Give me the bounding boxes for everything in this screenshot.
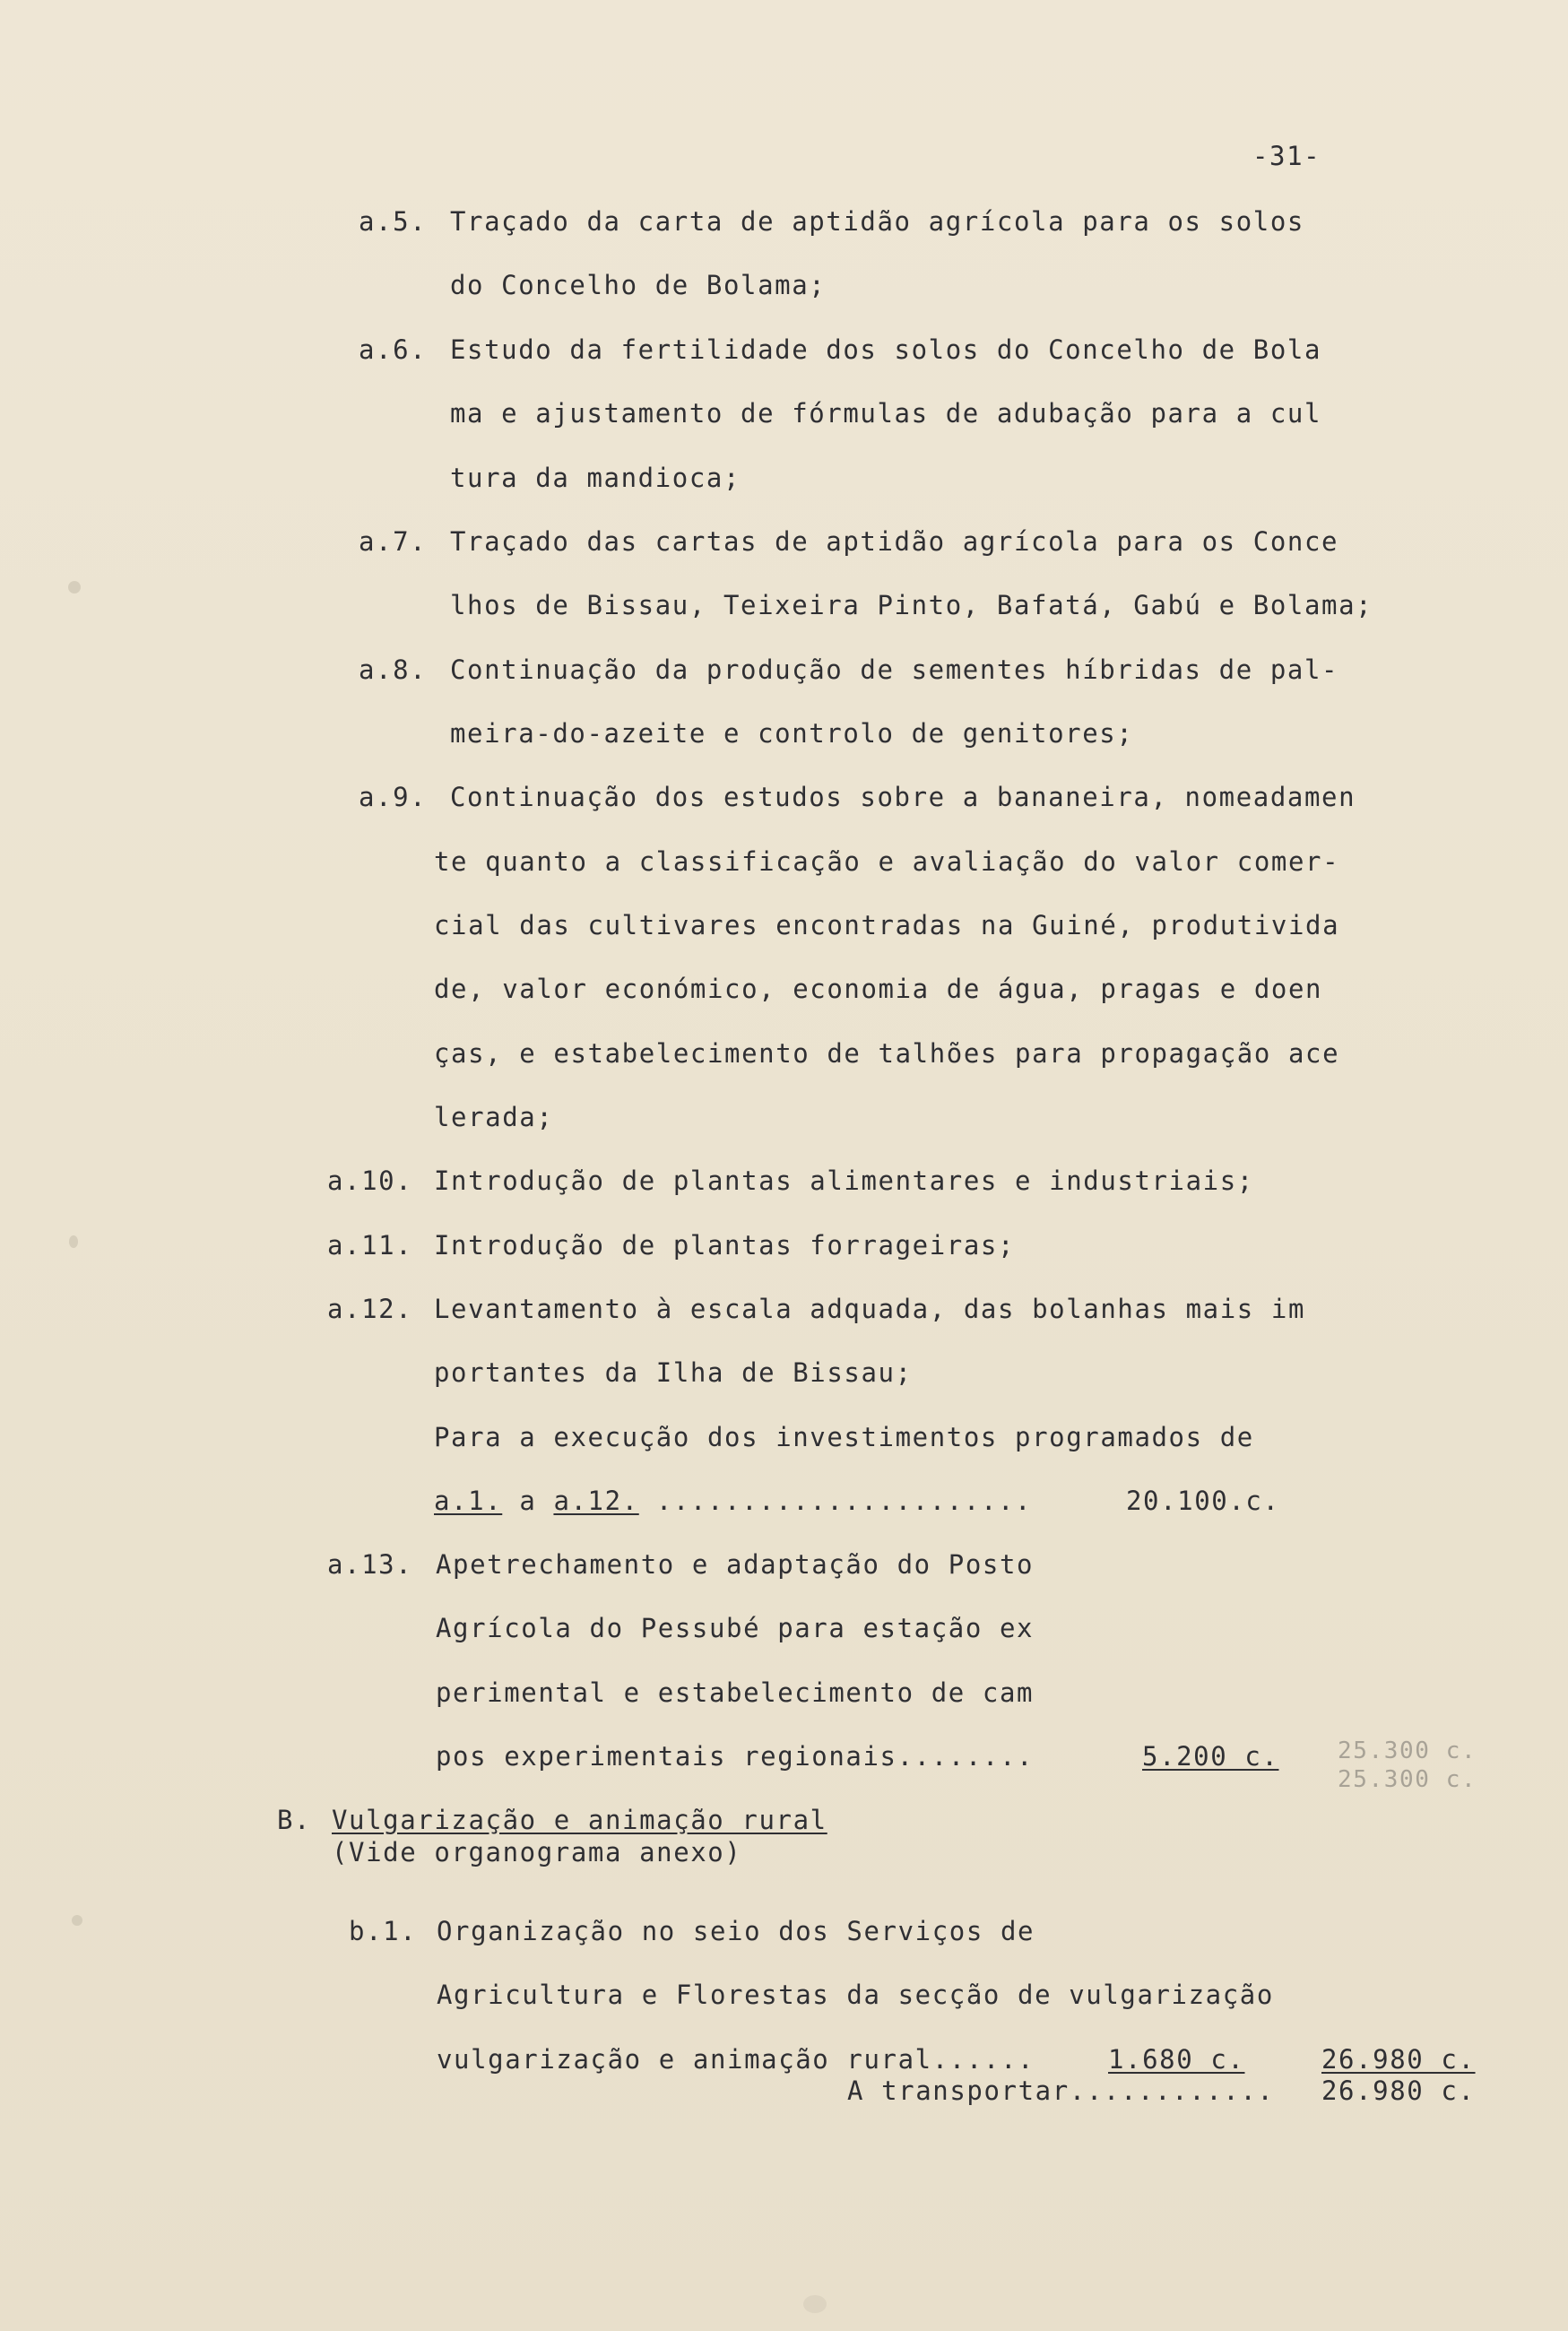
section-subtitle: (Vide organograma anexo) bbox=[332, 1837, 742, 1867]
item-number: a.12. bbox=[327, 1294, 413, 1324]
paper-stain bbox=[72, 1915, 82, 1926]
page-number: -31- bbox=[1252, 141, 1321, 171]
item-text-line: Continuação dos estudos sobre a bananeira, nomeadamen bbox=[450, 782, 1356, 812]
item-text-line: meira-do-azeite e controlo de genitores; bbox=[450, 718, 1134, 749]
paper-stain bbox=[69, 1235, 78, 1248]
item-text-line: Organização no seio dos Serviços de bbox=[437, 1916, 1035, 1946]
item-number: a.10. bbox=[327, 1166, 413, 1196]
item-text-line: Introdução de plantas alimentares e industriais; bbox=[434, 1166, 1254, 1196]
subtotal-dots: ...................... bbox=[655, 1486, 1033, 1516]
item-text-line: do Concelho de Bolama; bbox=[450, 270, 827, 300]
subtotal-amount: 20.100.c. bbox=[1126, 1486, 1280, 1516]
item-text-line: lhos de Bissau, Teixeira Pinto, Bafatá, Gabú e Bolama; bbox=[450, 590, 1373, 620]
running-total-value: 26.980 c. bbox=[1321, 2044, 1476, 2075]
item-text-line: portantes da Ilha de Bissau; bbox=[434, 1357, 913, 1388]
subtotal-from: a.1. bbox=[434, 1486, 503, 1516]
paper-stain bbox=[68, 581, 81, 594]
item-number: a.5. bbox=[359, 206, 428, 237]
item-text-line: te quanto a classificação e avaliação do valor comer- bbox=[434, 846, 1340, 877]
running-total bbox=[1321, 2044, 1476, 2075]
item-number: a.8. bbox=[359, 654, 428, 685]
section-title: Vulgarização e animação rural bbox=[332, 1805, 827, 1835]
item-amount-value: 5.200 c. bbox=[1142, 1741, 1279, 1772]
item-text-line: tura da mandioca; bbox=[450, 463, 741, 493]
item-number: a.13. bbox=[327, 1549, 413, 1580]
subtotal-to: a.12. bbox=[553, 1486, 639, 1516]
item-text-line: Para a execução dos investimentos programados de bbox=[434, 1422, 1254, 1452]
item-text-line: Agrícola do Pessubé para estação ex bbox=[436, 1613, 1035, 1643]
side-total-faded: 25.300 c. bbox=[1338, 1766, 1477, 1793]
item-number: b.1. bbox=[349, 1916, 418, 1946]
subtotal-line bbox=[434, 1486, 1032, 1516]
item-number: a.9. bbox=[359, 782, 428, 812]
item-text-line: lerada; bbox=[434, 1102, 554, 1132]
item-text-line: perimental e estabelecimento de cam bbox=[436, 1677, 1035, 1708]
item-text-line: cial das cultivares encontradas na Guiné, produtivida bbox=[434, 910, 1340, 940]
item-amount bbox=[1108, 2044, 1244, 2075]
paper-stain bbox=[803, 2295, 827, 2313]
item-text-line: ças, e estabelecimento de talhões para propagação ace bbox=[434, 1038, 1340, 1069]
item-text-line: Agricultura e Florestas da secção de vulgarização bbox=[437, 1980, 1274, 2010]
item-text-line: ma e ajustamento de fórmulas de adubação para a cul bbox=[450, 398, 1322, 429]
item-text-line: Traçado da carta de aptidão agrícola para os solos bbox=[450, 206, 1304, 237]
item-amount bbox=[1142, 1741, 1278, 1772]
item-text-line: Levantamento à escala adquada, das bolanhas mais im bbox=[434, 1294, 1306, 1324]
item-text-line: Introdução de plantas forrageiras; bbox=[434, 1230, 1016, 1261]
section-letter: B. bbox=[277, 1805, 312, 1835]
item-text-line: Apetrechamento e adaptação do Posto bbox=[436, 1549, 1035, 1580]
item-amount-value: 1.680 c. bbox=[1108, 2044, 1245, 2075]
carry-amount: 26.980 c. bbox=[1321, 2075, 1476, 2106]
subtotal-connector: a bbox=[519, 1486, 537, 1516]
item-text-line: pos experimentais regionais........ bbox=[436, 1741, 1035, 1772]
carry-label: A transportar............ bbox=[847, 2075, 1275, 2106]
item-text-line: Continuação da produção de sementes híbridas de pal- bbox=[450, 654, 1339, 685]
item-text-line: vulgarização e animação rural...... bbox=[437, 2044, 1035, 2075]
item-text-line: Estudo da fertilidade dos solos do Concelho de Bola bbox=[450, 334, 1322, 365]
item-number: a.6. bbox=[359, 334, 428, 365]
side-total-faded: 25.300 c. bbox=[1338, 1737, 1477, 1764]
item-number: a.7. bbox=[359, 526, 428, 557]
item-number: a.11. bbox=[327, 1230, 413, 1261]
item-text-line: Traçado das cartas de aptidão agrícola para os Conce bbox=[450, 526, 1339, 557]
item-text-line: de, valor económico, economia de água, pragas e doen bbox=[434, 974, 1323, 1004]
